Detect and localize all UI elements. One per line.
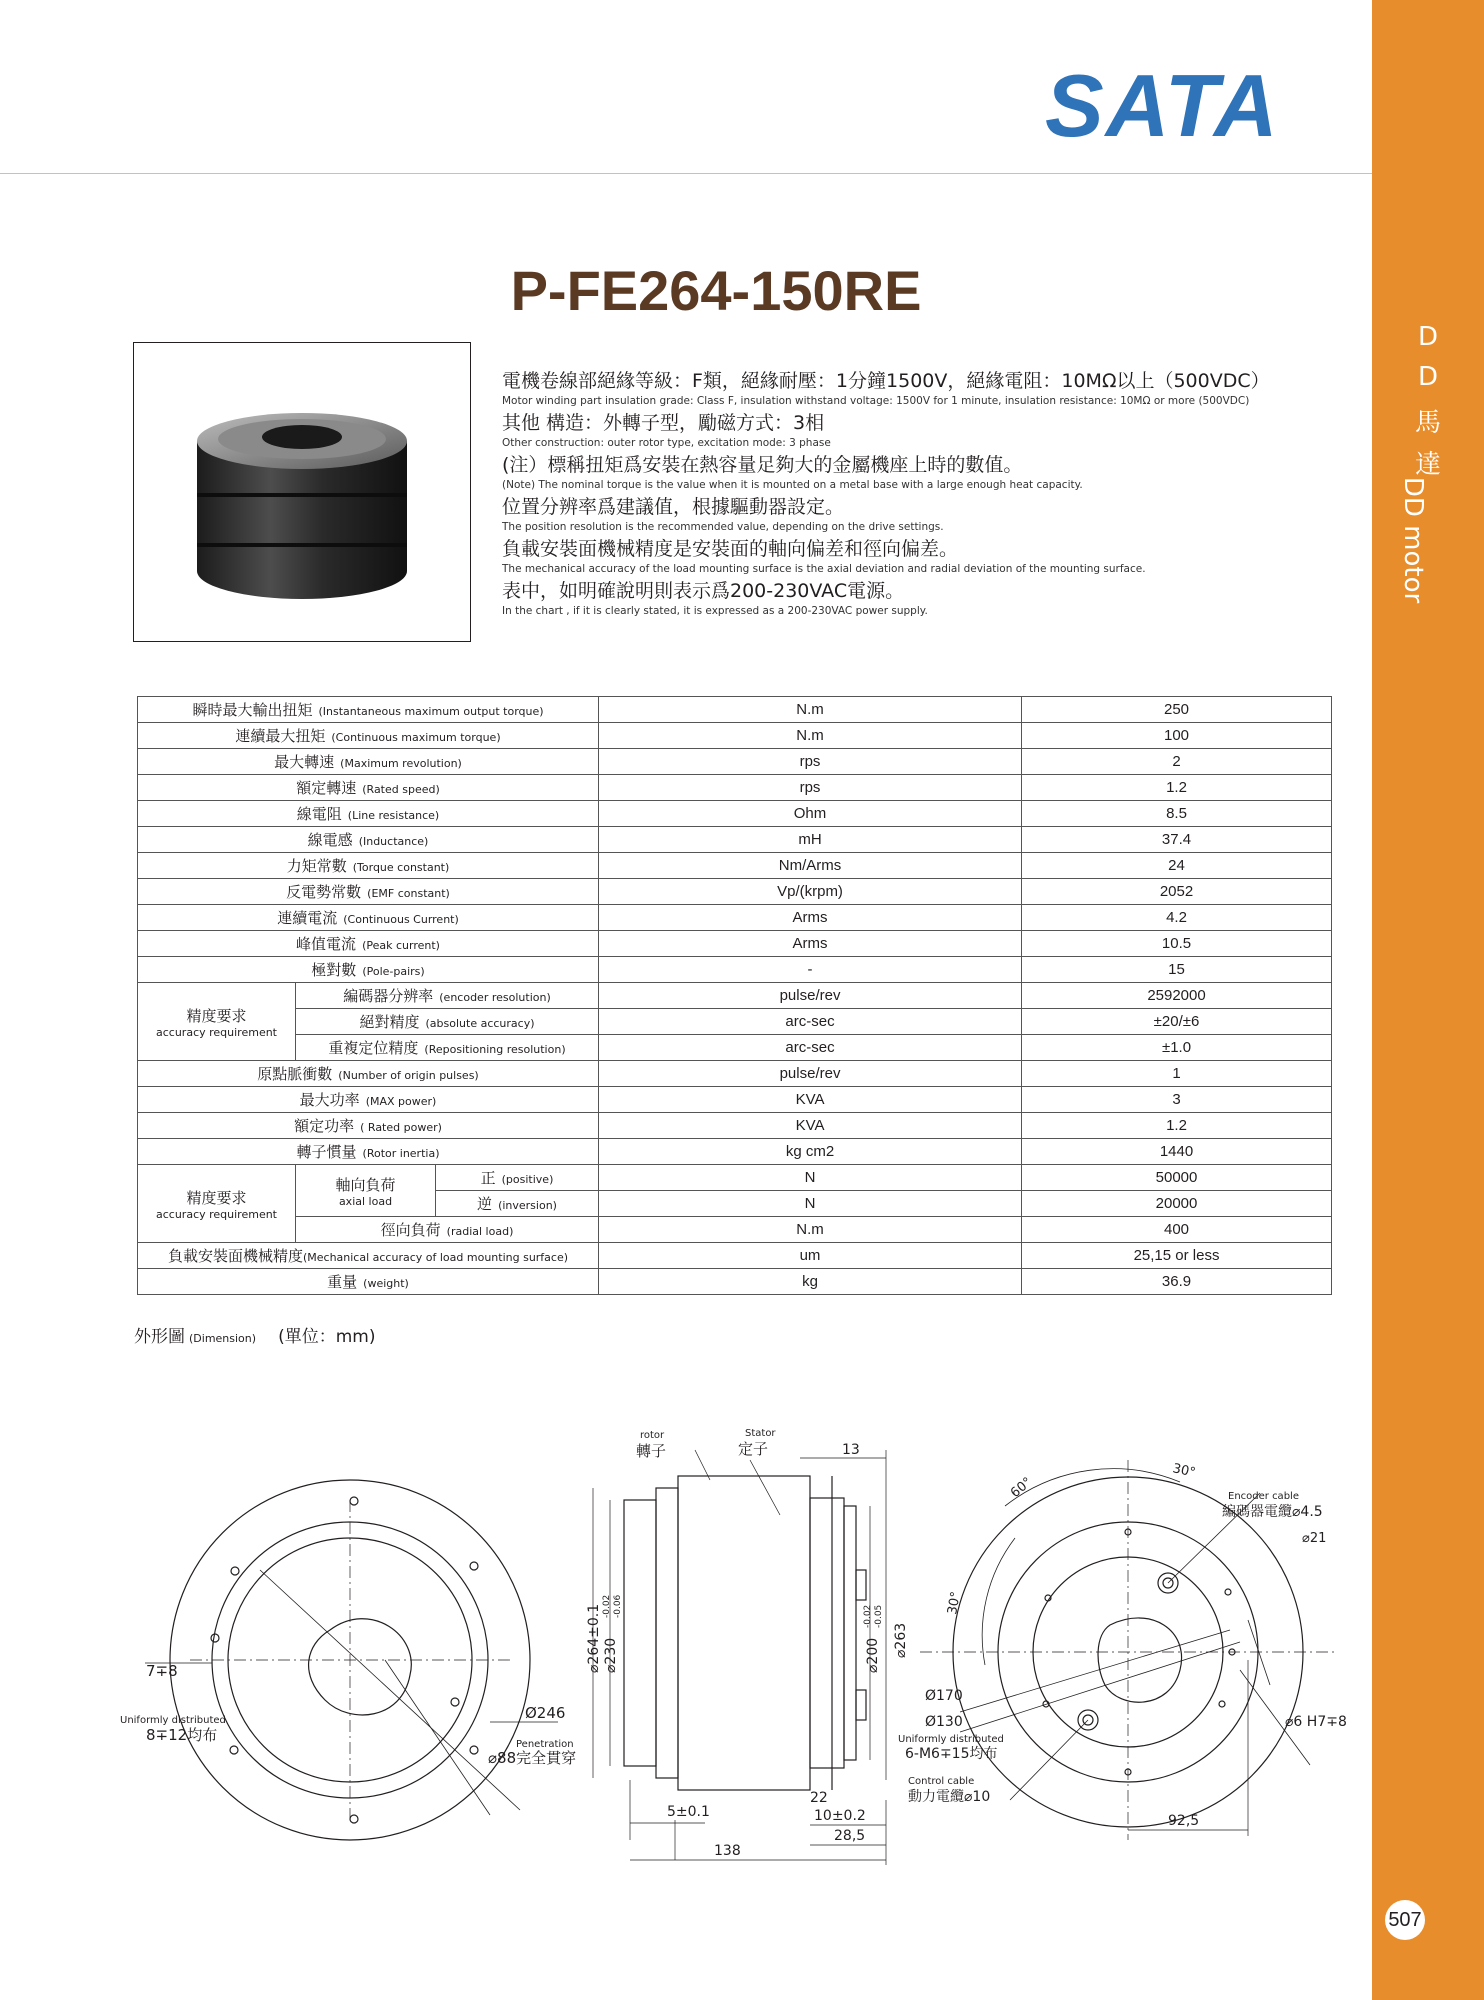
value-cell: 1 [1022,1061,1332,1087]
unit-cell: N.m [599,697,1022,723]
value-cell: 2052 [1022,879,1332,905]
unit-cell: pulse/rev [599,983,1022,1009]
spec-row [138,853,1332,879]
dim-10: 10±0.2 [814,1808,866,1824]
spec-row [138,1113,1332,1139]
value-cell: 4.2 [1022,905,1332,931]
param-cell: 徑向負荷 (radial load) [296,1217,599,1243]
brand-logo: SATA [1045,56,1280,155]
front-uniform-zh: 8∓12均布 [146,1726,218,1744]
dim-5: 5±0.1 [667,1804,710,1820]
dim-230-tol-up: -0.02 [602,1594,612,1618]
angle-30-top: 30° [1171,1461,1197,1481]
value-cell: 25,15 or less [1022,1243,1332,1269]
dim-925: 92,5 [1168,1813,1200,1829]
spec-row [138,1035,1332,1061]
control-cable-en: Control cable [908,1776,975,1787]
unit-cell: KVA [599,1087,1022,1113]
front-view [145,1480,558,1840]
param-cell: 極對數 (Pole-pairs) [138,957,599,983]
param-cell: 絕對精度 (absolute accuracy) [296,1009,599,1035]
dim-200-tol-dn: -0.05 [874,1604,884,1628]
front-holes-label: 7∓8 [146,1662,178,1680]
sidebar-char: 達 [1414,450,1441,480]
value-cell: 10.5 [1022,931,1332,957]
value-cell: 15 [1022,957,1332,983]
spec-row [138,801,1332,827]
unit-cell: N [599,1165,1022,1191]
spec-row [138,931,1332,957]
unit-cell: um [599,1243,1022,1269]
param-cell: 編碼器分辨率 (encoder resolution) [296,983,599,1009]
note-zh: 電機卷線部絕緣等級：F類，絕緣耐壓：1分鐘1500V，絕緣電阻：10MΩ以上（500VDC） [502,370,1270,392]
note-zh: 位置分辨率爲建議值，根據驅動器設定。 [502,496,845,518]
dim-170: Ø170 [925,1688,963,1704]
group-cell: 精度要求 accuracy requirement [138,1165,296,1243]
param-cell: 轉子慣量 (Rotor inertia) [138,1139,599,1165]
stator-en: Stator [745,1428,776,1439]
param-cell: 額定功率 ( Rated power) [138,1113,599,1139]
motor-image [134,343,470,641]
note-en: The mechanical accuracy of the load mounting surface is the axial deviation and radial deviation of the mounting surface. [502,563,1146,575]
spec-row [138,1269,1332,1295]
encoder-cable-zh: 編碼器電纜⌀4.5 [1222,1504,1323,1520]
value-cell: ±1.0 [1022,1035,1332,1061]
spec-row [138,1243,1332,1269]
unit-cell: N.m [599,1217,1022,1243]
value-cell: 37.4 [1022,827,1332,853]
axial-cell: 軸向負荷 axial load [296,1165,436,1217]
value-cell: 1440 [1022,1139,1332,1165]
unit-cell: pulse/rev [599,1061,1022,1087]
value-cell: 400 [1022,1217,1332,1243]
value-cell: 2592000 [1022,983,1332,1009]
unit-cell: rps [599,775,1022,801]
unit-cell: arc-sec [599,1035,1022,1061]
spec-row [138,905,1332,931]
unit-cell: arc-sec [599,1009,1022,1035]
control-cable-zh: 動力電纜⌀10 [908,1789,991,1805]
dim-138: 138 [714,1843,741,1859]
spec-row [138,1009,1332,1035]
value-cell: 250 [1022,697,1332,723]
unit-cell: Arms [599,905,1022,931]
param-cell: 連續最大扭矩 (Continuous maximum torque) [138,723,599,749]
spec-row [138,1087,1332,1113]
unit-cell: Vp/(krpm) [599,879,1022,905]
dim-285: 28,5 [834,1828,866,1844]
dim-13: 13 [842,1442,860,1458]
spec-row [138,827,1332,853]
front-pen-zh: ⌀88完全貫穿 [488,1749,577,1767]
unit-cell: kg [599,1269,1022,1295]
page-number: 507 [1385,1900,1425,1940]
spec-table [137,696,1332,1295]
param-cell: 峰值電流 (Peak current) [138,931,599,957]
dim-h7: ⌀6 H7∓8 [1285,1714,1347,1730]
dim-21: ⌀21 [1302,1531,1327,1546]
unit-cell: mH [599,827,1022,853]
sidebar-char: D [1417,362,1439,392]
header-divider [0,173,1372,174]
unit-cell: - [599,957,1022,983]
param-cell: 最大功率 (MAX power) [138,1087,599,1113]
unit-cell: N [599,1191,1022,1217]
angle-30-left: 30° [945,1590,964,1616]
note-en: Motor winding part insulation grade: Class F, insulation withstand voltage: 1500V for 1 minute, insulation resistance: 10MΩ or more (500VDC) [502,395,1250,407]
value-cell: 36.9 [1022,1269,1332,1295]
param-cell: 重量 (weight) [138,1269,599,1295]
param-cell: 反電勢常數 (EMF constant) [138,879,599,905]
note-en: Other construction: outer rotor type, excitation mode: 3 phase [502,437,831,449]
notes-block [502,368,1332,620]
param-cell: 逆 (inversion) [436,1191,599,1217]
spec-row [138,775,1332,801]
value-cell: 24 [1022,853,1332,879]
param-cell: 重複定位精度 (Repositioning resolution) [296,1035,599,1061]
value-cell: 1.2 [1022,775,1332,801]
rotor-zh: 轉子 [636,1442,667,1460]
front-dia-label: Ø246 [525,1704,566,1722]
dimension-label: 外形圖 (Dimension) (單位：mm) [134,1327,376,1347]
param-cell: 力矩常數 (Torque constant) [138,853,599,879]
param-cell: 最大轉速 (Maximum revolution) [138,749,599,775]
dim-200: ⌀200 [865,1637,881,1673]
spec-row [138,749,1332,775]
note-zh: 其他 構造：外轉子型，勵磁方式：3相 [502,412,825,434]
dim-264: ⌀264±0.1 [586,1603,602,1673]
note-zh: 負載安裝面機械精度是安裝面的軸向偏差和徑向偏差。 [502,538,959,560]
side-view [593,1450,886,1865]
value-cell: ±20/±6 [1022,1009,1332,1035]
unit-cell: Ohm [599,801,1022,827]
uniform-en: Uniformly distributed [898,1734,1004,1745]
dimension-drawing [110,1420,1370,1880]
spec-row [138,697,1332,723]
spec-row [138,879,1332,905]
group-cell: 精度要求 accuracy requirement [138,983,296,1061]
value-cell: 3 [1022,1087,1332,1113]
dim-230: ⌀230 [603,1637,619,1673]
sidebar-char: 馬 [1414,408,1441,438]
unit-cell: Nm/Arms [599,853,1022,879]
value-cell: 8.5 [1022,801,1332,827]
spec-row [138,957,1332,983]
param-cell: 正 (positive) [436,1165,599,1191]
dim-130: Ø130 [925,1714,963,1730]
front-uniform-en: Uniformly distributed [120,1715,226,1726]
param-cell: 額定轉速 (Rated speed) [138,775,599,801]
front-pen-en: Penetration [516,1739,574,1750]
spec-row [138,983,1332,1009]
dim-263: ⌀263 [893,1622,909,1658]
uniform-zh: 6-M6∓15均布 [905,1746,998,1762]
product-title: P-FE264-150RE [510,259,922,322]
dim-22: 22 [810,1790,828,1806]
spec-row [138,1217,1332,1243]
param-cell: 連續電流 (Continuous Current) [138,905,599,931]
value-cell: 100 [1022,723,1332,749]
spec-row [138,1061,1332,1087]
param-cell: 負載安裝面機械精度(Mechanical accuracy of load mounting surface) [138,1243,599,1269]
note-en: (Note) The nominal torque is the value when it is mounted on a metal base with a large enough heat capacity. [502,479,1083,491]
param-cell: 原點脈衝數 (Number of origin pulses) [138,1061,599,1087]
sidebar-char: D [1417,322,1439,352]
value-cell: 20000 [1022,1191,1332,1217]
value-cell: 1.2 [1022,1113,1332,1139]
dim-230-tol-dn: -0.06 [613,1594,623,1618]
sidebar-rotated-text: DD motor [1398,476,1428,604]
rotor-en: rotor [640,1430,665,1441]
dim-200-tol-up: -0.02 [863,1604,873,1628]
spec-row [138,1139,1332,1165]
param-cell: 線電阻 (Line resistance) [138,801,599,827]
param-cell: 瞬時最大輸出扭矩 (Instantaneous maximum output torque) [138,697,599,723]
angle-60: 60° [1007,1474,1036,1502]
param-cell: 線電感 (Inductance) [138,827,599,853]
stator-zh: 定子 [738,1440,769,1458]
note-zh: 表中，如明確說明則表示爲200-230VAC電源。 [502,580,905,602]
note-en: In the chart , if it is clearly stated, it is expressed as a 200-230VAC power supply. [502,605,928,617]
spec-row [138,723,1332,749]
unit-cell: N.m [599,723,1022,749]
unit-cell: Arms [599,931,1022,957]
unit-cell: rps [599,749,1022,775]
note-zh: (注）標稱扭矩爲安裝在熱容量足夠大的金屬機座上時的數值。 [502,454,1023,476]
value-cell: 50000 [1022,1165,1332,1191]
unit-cell: kg cm2 [599,1139,1022,1165]
encoder-cable-en: Encoder cable [1228,1491,1299,1502]
product-photo [133,342,471,642]
unit-cell: KVA [599,1113,1022,1139]
spec-row [138,1165,1332,1191]
note-en: The position resolution is the recommended value, depending on the drive settings. [502,521,944,533]
value-cell: 2 [1022,749,1332,775]
sidebar-band [1372,0,1484,2000]
